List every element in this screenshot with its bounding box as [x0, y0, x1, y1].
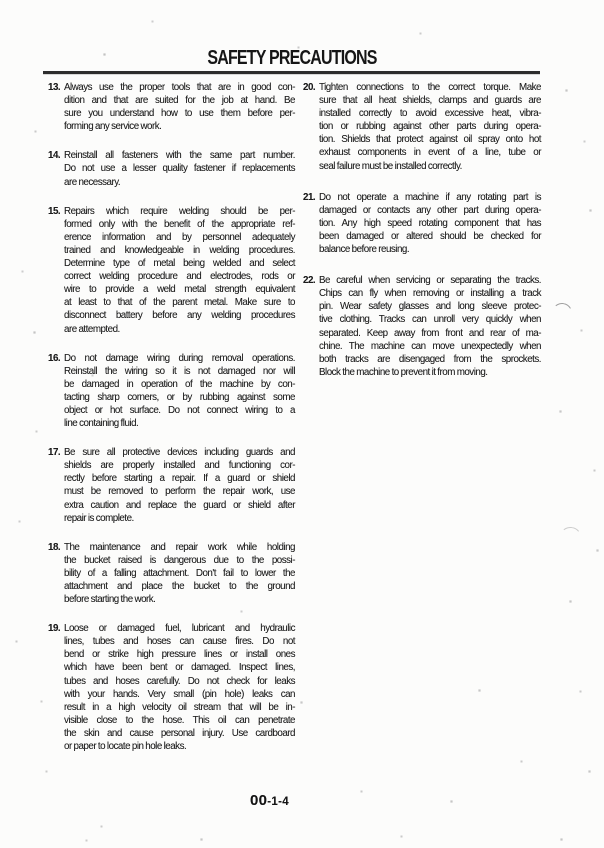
text-line: before starting the work. — [64, 594, 156, 606]
list-item — [303, 274, 541, 379]
text-line: shields are properly installed and functioning cor- — [64, 460, 295, 472]
list-item — [48, 149, 295, 188]
text-line: installed correctly to avoid excessive heat, vibra- — [319, 108, 541, 120]
text-line: forming any service work. — [64, 121, 162, 133]
text-line: exhaust components in event of a line, tube or — [319, 147, 541, 159]
text-line: bility of a falling attachment. Don't fail to lower the — [64, 567, 295, 579]
text-line: dition and that are suited for the job at hand. Be — [64, 95, 295, 107]
text-line: visible close to the hose. This oil can penetrate — [64, 714, 295, 726]
text-line: chine. The machine can move unexpectedly when — [319, 340, 541, 352]
text-line: balance before reusing. — [319, 244, 410, 256]
text-line: been damaged or altered should be checked for — [319, 230, 541, 242]
item-number: 16. — [48, 352, 61, 364]
text-line: Block the machine to prevent it from moving. — [319, 366, 488, 378]
text-line: Do not operate a machine if any rotating part is — [319, 191, 541, 203]
text-line: correct welding procedure and electrodes, rods or — [64, 271, 295, 283]
list-item — [48, 446, 295, 525]
text-line: Do not damage wiring during removal operations. — [64, 352, 295, 364]
page-number-section: 00 — [250, 792, 268, 809]
text-line: rectly before starting a repair. If a guard or shield — [64, 473, 295, 485]
text-line: attachment and place the bucket to the ground — [64, 581, 295, 592]
text-line: damaged or contacts any other part during opera- — [319, 204, 541, 216]
text-line: Determine type of metal being welded and select — [64, 258, 295, 270]
page-number-rest: -1-4 — [267, 796, 289, 808]
list-item — [48, 352, 295, 431]
text-line: result in a high velocity oil stream that will be in- — [64, 701, 295, 713]
title-rule — [43, 71, 540, 74]
text-line: wire to provide a weld metal strength equivalent — [64, 284, 295, 296]
item-text — [64, 352, 295, 431]
item-number: 14. — [48, 150, 61, 162]
text-line: extra caution and replace the guard or shield after — [64, 499, 295, 511]
list-item — [48, 622, 295, 753]
item-number: 21. — [303, 191, 316, 203]
text-line: separated. Keep away from front and rear of ma- — [319, 327, 541, 339]
item-number: 20. — [303, 82, 316, 93]
text-line: disconnect battery before any welding procedures — [64, 310, 295, 322]
text-line: at least to that of the parent metal. Make sure to — [64, 297, 295, 309]
text-line: both tracks are disengaged from the sprockets. — [319, 353, 541, 365]
text-line: Repairs which require welding should be per- — [64, 205, 295, 217]
text-line: be damaged in operation of the machine by con- — [64, 378, 295, 390]
item-text — [64, 81, 295, 133]
text-line: trained and knowledgeable in welding procedures. — [64, 244, 295, 256]
item-number: 18. — [48, 541, 61, 553]
text-line: seal failure must be installed correctly. — [319, 160, 462, 172]
item-text — [319, 274, 541, 379]
item-text — [64, 205, 295, 336]
text-line: which have been bent or damaged. Inspect lines, — [64, 662, 295, 674]
text-line: sure you understand how to use them before per- — [64, 108, 295, 120]
right-column — [303, 81, 541, 397]
list-item — [48, 541, 295, 606]
item-number: 19. — [48, 623, 61, 635]
text-line: must be removed to perform the repair work, use — [64, 486, 295, 498]
scan-artifact-arc — [559, 526, 582, 540]
page-title: SAFETY PRECAUTIONS — [207, 47, 377, 69]
text-line: Chips can fly when removing or installing a track — [319, 288, 541, 300]
text-line: bend or strike high pressure lines or install ones — [64, 649, 295, 661]
text-line: are attempted. — [64, 323, 120, 335]
text-line: formed only with the benefit of the appropriate ref- — [64, 218, 295, 230]
left-column — [48, 81, 295, 769]
text-line: line containing fluid. — [64, 418, 139, 430]
text-line: the skin and cause personal injury. Use cardboard — [64, 727, 295, 739]
scan-artifact-arc — [550, 301, 575, 320]
text-line: tive clothing. Tracks can unroll very quickly when — [319, 314, 541, 326]
text-line: are necessary. — [64, 176, 121, 188]
text-line: Reinstall the wiring so it is not damaged nor will — [64, 365, 295, 377]
page-number — [250, 792, 289, 810]
text-line: object or hot surface. Do not connect wiring to a — [64, 404, 295, 416]
list-item — [48, 81, 295, 133]
text-line: pin. Wear safety glasses and long sleeve protec- — [319, 301, 541, 313]
text-line: tion. Shields that protect against oil spray onto hot — [319, 134, 541, 146]
text-line: tion or rubbing against other parts during opera- — [319, 121, 541, 133]
scan-noise — [0, 0, 1, 1]
text-line: the bucket raised is dangerous due to the possi- — [64, 554, 295, 566]
item-text — [64, 149, 295, 188]
text-line: lines, tubes and hoses can cause fires. Do not — [64, 636, 295, 648]
text-line: tacting sharp corners, or by rubbing against some — [64, 391, 295, 403]
item-number: 13. — [48, 82, 61, 93]
text-line: Tighten connections to the correct torque. Make — [319, 82, 541, 93]
text-line: tion. Any high speed rotating component that has — [319, 217, 541, 229]
text-line: with your hands. Very small (pin hole) leaks can — [64, 688, 295, 700]
text-line: Always use the proper tools that are in good con- — [64, 82, 295, 93]
text-line: repair is complete. — [64, 512, 134, 524]
text-line: sure that all heat shields, clamps and guards are — [319, 95, 541, 107]
text-line: erence information and by personnel adequately — [64, 231, 295, 243]
item-number: 17. — [48, 447, 61, 459]
item-text — [319, 191, 541, 256]
item-text — [64, 446, 295, 525]
item-text — [319, 81, 541, 173]
item-text — [64, 622, 295, 753]
text-line: Reinstall all fasteners with the same part number. — [64, 150, 295, 162]
item-number: 22. — [303, 275, 316, 287]
text-line: Be careful when servicing or separating the tracks. — [319, 275, 541, 287]
list-item — [48, 205, 295, 336]
item-text — [64, 541, 295, 606]
text-line: The maintenance and repair work while holding — [64, 541, 295, 553]
list-item — [303, 81, 541, 173]
text-line: tubes and hoses carefully. Do not check for leaks — [64, 675, 295, 687]
text-line: Loose or damaged fuel, lubricant and hydraulic — [64, 623, 295, 635]
text-line: Be sure all protective devices including guards and — [64, 447, 295, 459]
text-line: or paper to locate pin hole leaks. — [64, 741, 187, 753]
list-item — [303, 191, 541, 256]
text-line: Do not use a lesser quality fastener if replacements — [64, 163, 295, 175]
item-number: 15. — [48, 205, 61, 217]
